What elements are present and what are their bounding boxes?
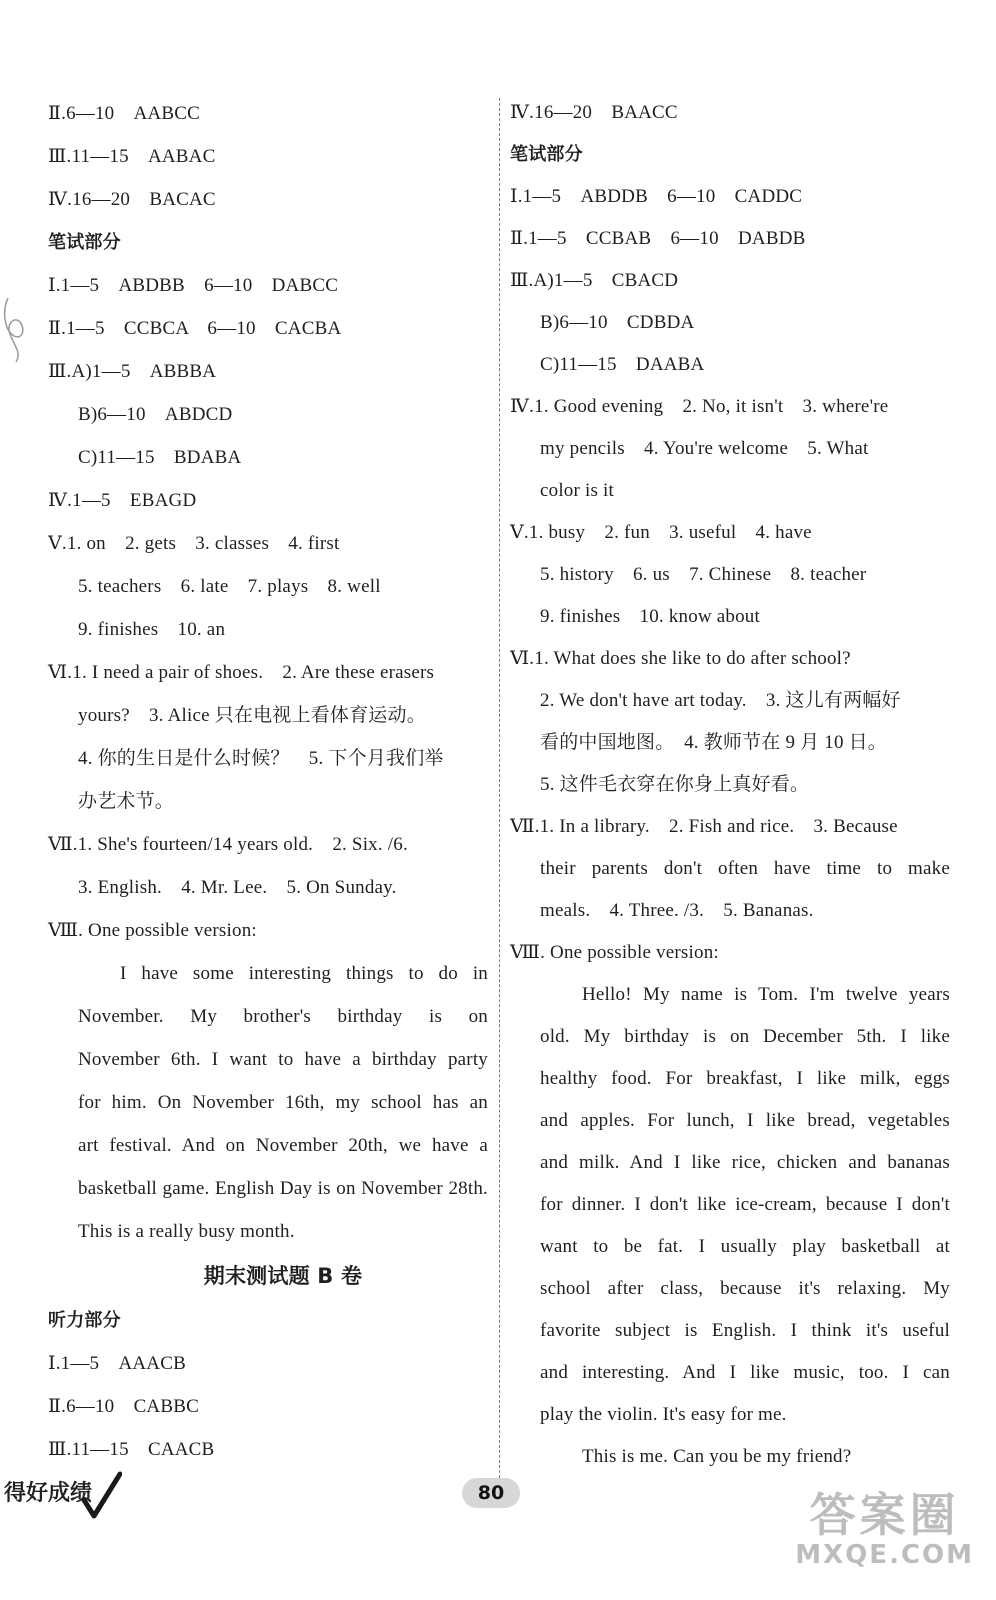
left-answer-line: 5. teachers 6. late 7. plays 8. well [78, 576, 381, 597]
left-answer-line: Ⅴ.1. on 2. gets 3. classes 4. first [48, 533, 340, 554]
left-answer-line: Ⅱ.6—10 AABCC [48, 103, 201, 124]
left-answer-line: This is a really busy month. [78, 1221, 295, 1242]
right-answer-line: Ⅳ.1. Good evening 2. No, it isn't 3. where're [510, 396, 889, 417]
right-answer-line: Ⅰ.1—5 ABDDB 6—10 CADDC [510, 186, 803, 207]
right-answer-line: Ⅴ.1. busy 2. fun 3. useful 4. have [510, 522, 812, 543]
left-answer-line: Ⅳ.1—5 EBAGD [48, 490, 197, 511]
left-answer-line: 4. 你的生日是什么时候？ 5. 下个月我们举 [78, 748, 444, 769]
right-answer-line: play the violin. It's easy for me. [540, 1404, 787, 1425]
left-answer-line: I have some interesting things to do in [120, 963, 488, 984]
margin-scribble [0, 290, 30, 370]
left-column [48, 92, 488, 1471]
left-answer-line: Ⅰ.1—5 ABDBB 6—10 DABCC [48, 275, 339, 296]
right-answer-line: school after class, because it's relaxing. My [540, 1278, 950, 1299]
left-answer-line: Ⅶ.1. She's fourteen/14 years old. 2. Six. /6. [48, 834, 408, 855]
left-answer-line: Ⅰ.1—5 AAACB [48, 1353, 186, 1374]
left-answer-line: 办艺术节。 [78, 791, 175, 812]
right-answer-line: and interesting. And I like music, too. I can [540, 1362, 950, 1383]
left-answer-line: yours? 3. Alice 只在电视上看体育运动。 [78, 705, 426, 726]
right-answer-line: Ⅵ.1. What does she like to do after school? [510, 648, 851, 669]
brand-text: 得好成绩 [4, 1481, 93, 1506]
right-answer-line: 看的中国地图。 4. 教师节在 9 月 10 日。 [540, 732, 888, 753]
right-answer-line: 9. finishes 10. know about [540, 606, 760, 627]
left-answer-line: Ⅷ. One possible version: [48, 920, 257, 941]
right-answer-line: for dinner. I don't like ice-cream, because I don't [540, 1194, 950, 1215]
left-answer-line: Ⅲ.A)1—5 ABBBA [48, 361, 217, 382]
left-answer-line: B)6—10 ABDCD [78, 404, 233, 425]
right-answer-line: Ⅱ.1—5 CCBAB 6—10 DABDB [510, 228, 806, 249]
page-number: 80 [462, 1478, 520, 1508]
right-answer-line: 5. 这件毛衣穿在你身上真好看。 [540, 774, 810, 795]
column-divider [499, 98, 500, 1498]
right-answer-line: 笔试部分 [510, 144, 583, 165]
checkmark-icon [80, 1470, 122, 1520]
right-answer-line: Hello! My name is Tom. I'm twelve years [582, 984, 950, 1005]
left-answer-line: for him. On November 16th, my school has an [78, 1092, 488, 1113]
left-answer-line: 笔试部分 [48, 232, 121, 253]
right-column [510, 92, 950, 1478]
watermark-url: MXQE.COM [795, 1540, 974, 1570]
right-answer-line: want to be fat. I usually play basketball at [540, 1236, 950, 1257]
left-answer-line: Ⅵ.1. I need a pair of shoes. 2. Are these erasers [48, 662, 435, 683]
left-answer-line: 听力部分 [48, 1310, 121, 1331]
right-answer-line: B)6—10 CDBDA [540, 312, 695, 333]
right-answer-line: color is it [540, 480, 614, 501]
right-answer-line: C)11—15 DAABA [540, 354, 705, 375]
right-answer-line: 5. history 6. us 7. Chinese 8. teacher [540, 564, 867, 585]
left-answer-line: basketball game. English Day is on November 28th. [78, 1178, 488, 1199]
right-answer-line: Ⅶ.1. In a library. 2. Fish and rice. 3. Because [510, 816, 898, 837]
left-answer-line: Ⅱ.6—10 CABBC [48, 1396, 199, 1417]
left-answer-line: Ⅱ.1—5 CCBCA 6—10 CACBA [48, 318, 342, 339]
right-answer-line: healthy food. For breakfast, I like milk, eggs [540, 1068, 950, 1089]
right-answer-line: favorite subject is English. I think it's useful [540, 1320, 950, 1341]
left-answer-line: November 6th. I want to have a birthday party [78, 1049, 488, 1070]
right-answer-line: This is me. Can you be my friend? [582, 1446, 852, 1467]
left-answer-line: 3. English. 4. Mr. Lee. 5. On Sunday. [78, 877, 397, 898]
left-answer-line: C)11—15 BDABA [78, 447, 242, 468]
right-answer-line: my pencils 4. You're welcome 5. What [540, 438, 869, 459]
right-answer-line: 2. We don't have art today. 3. 这儿有两幅好 [540, 690, 901, 711]
right-answer-line: meals. 4. Three. /3. 5. Bananas. [540, 900, 814, 921]
left-answer-line: 9. finishes 10. an [78, 619, 226, 640]
watermark [795, 1490, 974, 1570]
watermark-title: 答案圈 [809, 1488, 960, 1542]
left-answer-line: 期末测试题 B 卷 [203, 1264, 363, 1288]
left-answer-line: art festival. And on November 20th, we have a [78, 1135, 488, 1156]
right-answer-line: Ⅲ.A)1—5 CBACD [510, 270, 679, 291]
left-answer-line: Ⅲ.11—15 CAACB [48, 1439, 215, 1460]
right-answer-line: and apples. For lunch, I like bread, vegetables [540, 1110, 950, 1131]
right-answer-line: Ⅷ. One possible version: [510, 942, 719, 963]
right-answer-line: Ⅳ.16—20 BAACC [510, 102, 678, 123]
left-answer-line: Ⅲ.11—15 AABAC [48, 146, 216, 167]
left-answer-line: November. My brother's birthday is on [78, 1006, 488, 1027]
right-answer-line: and milk. And I like rice, chicken and bananas [540, 1152, 950, 1173]
right-answer-line: old. My birthday is on December 5th. I like [540, 1026, 950, 1047]
right-answer-line: their parents don't often have time to make [540, 858, 950, 879]
left-answer-line: Ⅳ.16—20 BACAC [48, 189, 216, 210]
